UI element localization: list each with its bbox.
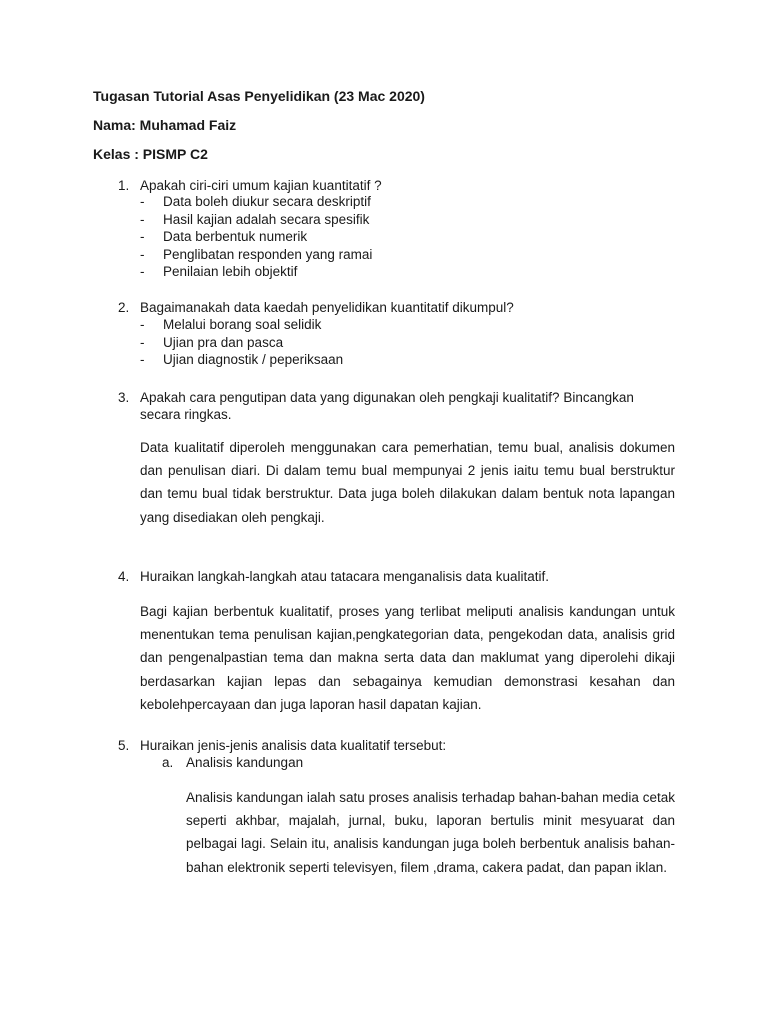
question-number: 5.: [118, 738, 130, 753]
list-item: - Hasil kajian adalah secara spesifik: [140, 211, 372, 229]
sub-question-text: Analisis kandungan: [186, 755, 304, 770]
question-text: Bagaimanakah data kaedah penyelidikan kuantitatif dikumpul?: [140, 300, 514, 315]
list-item: - Penglibatan responden yang ramai: [140, 246, 372, 264]
question-4: [118, 568, 658, 585]
list-item: - Melalui borang soal selidik: [140, 316, 343, 334]
question-1-answer-list: [140, 193, 372, 281]
question-text: Huraikan langkah-langkah atau tatacara menganalisis data kualitatif.: [140, 569, 550, 584]
question-text: Huraikan jenis-jenis analisis data kualitatif tersebut:: [140, 738, 447, 753]
question-5: [118, 737, 658, 754]
sub-question-letter: a.: [162, 755, 174, 770]
question-number: 1.: [118, 178, 130, 193]
sub-question-a-answer: Analisis kandungan ialah satu proses analisis terhadap bahan-bahan media cetak seperti akhbar, majalah, jurnal, buku, laporan bertulis minit mesyuarat dan pelbagai lagi. Selain itu, analisis kandungan juga boleh berbentuk analisis bahan-bahan elektronik seperti televisyen, filem ,drama, cakera padat, dan papan iklan.: [186, 790, 675, 875]
question-2: [118, 299, 658, 316]
question-number: 2.: [118, 300, 130, 315]
question-number: 3.: [118, 390, 130, 405]
student-class: Kelas : PISMP C2: [93, 146, 208, 162]
question-text: Apakah ciri-ciri umum kajian kuantitatif ?: [140, 178, 382, 193]
question-text: Apakah cara pengutipan data yang digunakan oleh pengkaji kualitatif? Bincangkan secara ringkas.: [140, 390, 634, 422]
sub-question-a: [162, 754, 303, 771]
list-item: - Penilaian lebih objektif: [140, 263, 372, 281]
question-2-answer-list: [140, 316, 343, 369]
student-name: Nama: Muhamad Faiz: [93, 117, 237, 133]
document-title: Tugasan Tutorial Asas Penyelidikan (23 Mac 2020): [93, 88, 425, 104]
question-1: [118, 177, 658, 194]
list-item: - Data berbentuk numerik: [140, 228, 372, 246]
question-number: 4.: [118, 569, 130, 584]
question-3-answer: Data kualitatif diperoleh menggunakan cara pemerhatian, temu bual, analisis dokumen dan penulisan diari. Di dalam temu bual mempunyai 2 jenis iaitu temu bual berstruktur dan temu bual tidak berstruktur. Data juga boleh dilakukan dalam bentuk nota lapangan yang disediakan oleh pengkaji.: [140, 440, 675, 525]
list-item: - Ujian diagnostik / peperiksaan: [140, 351, 343, 369]
list-item: - Ujian pra dan pasca: [140, 334, 343, 352]
list-item: - Data boleh diukur secara deskriptif: [140, 193, 372, 211]
question-4-answer: Bagi kajian berbentuk kualitatif, proses yang terlibat meliputi analisis kandungan untuk menentukan tema penulisan kajian,pengkategorian data, pengekodan data, analisis grid dan pengenalpastian tema dan makna serta data dan maklumat yang diperolehi dikaji berdasarkan kajian lepas dan sebagainya kemudian demonstrasi kesahan dan kebolehpercayaan dan juga laporan hasil dapatan kajian.: [140, 604, 675, 712]
question-3: [118, 389, 658, 423]
